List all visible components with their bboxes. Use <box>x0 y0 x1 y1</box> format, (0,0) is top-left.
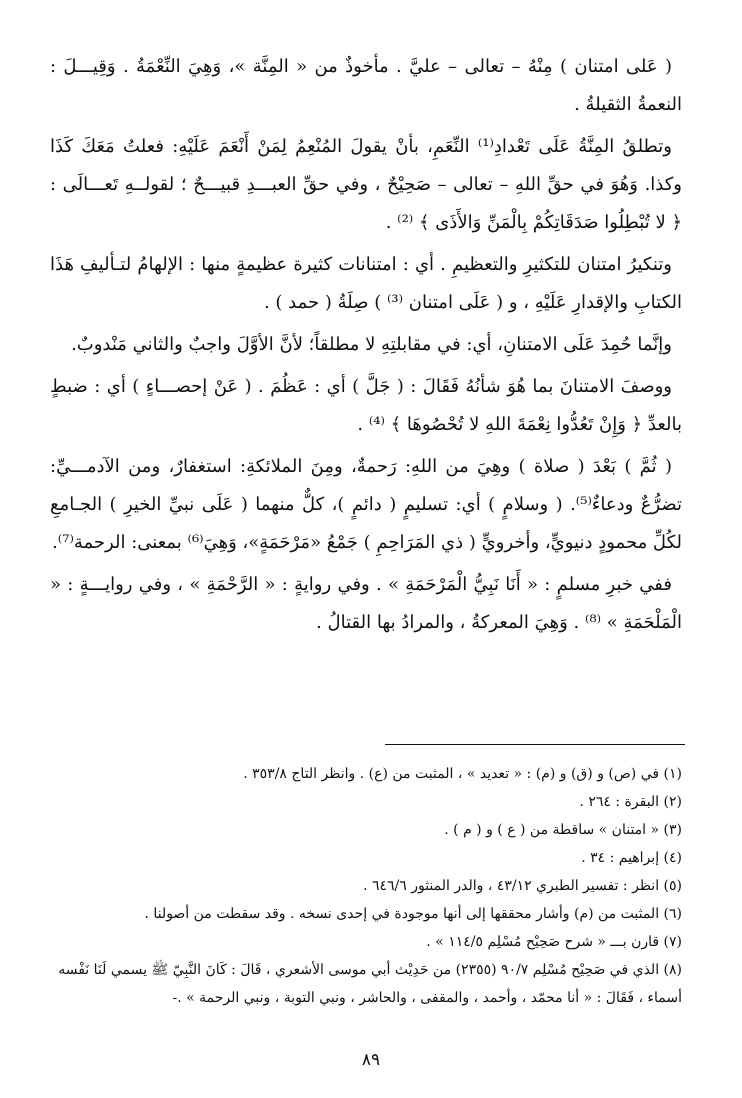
paragraph-1: ( عَلى امتنان ) مِنْهُ – تعالى – عليَّ . مأخوذٌ من « المِنَّة »، وَهِيَ النِّعْمَةُ . وَقِيـــلَ : النعمةُ الثقيلةُ . <box>50 56 682 115</box>
footnote-6: (٦) المثبت من (م) وأشار محققها إلى أنها موجودة في إحدى نسخه . وقد سقطت من أصولنا . <box>144 906 682 922</box>
footnotes <box>55 760 682 1012</box>
paragraph-6: ( ثُمَّ ) بَعْدَ ( صلاة ) وهِيَ من اللهِ: رَحمةٌ، ومِنَ الملائكةِ: استغفارٌ، ومن الآدمـــيِّ: تضرُّعٌ ودعاءٌ⁽⁵⁾. ( وسلامٍ ) أي: تسليمٍ ( دائمٍ )، كلٌّ منهما ( عَلَى نبيِّ الخيرِ ) الجـامعِ لكُلِّ محمودٍ دنيويٍّ، وأخرويٍّ ( ذي المَرَاحِمِ ) جَمْعُ «مَرْحَمَةٍ»، وَهِيَ⁽⁶⁾ بمعنى: الرحمة⁽⁷⁾. <box>50 456 682 553</box>
footnote-5: (٥) انظر : تفسير الطبري ٤٣/١٢ ، والدر المنثور ٦٤٦/٦ . <box>363 878 682 894</box>
footnote-1: (١) في (ص) و (ق) و (م) : « تعديد » ، المثبت من (ع) . وانظر التاج ٣٥٣/٨ . <box>243 766 682 782</box>
footnote-7: (٧) قارن بـــ « شرح صَحِيْح مُسْلِم ١١٤/٥ » . <box>426 934 682 950</box>
footnote-8: (٨) الذي في صَحِيْح مُسْلِم ٩٠/٧ (٢٣٥٥) من حَدِيْث أبي موسى الأشعري ، قَالَ : كَانَ النَّبِيّ ﷺ يسمي لَنَا نَفْسه أسماء ، فَقَالَ : « أنا محمّد ، وأحمد ، والمقفى ، والحاشر ، ونبي التوبة ، ونبي الرحمة » .- <box>58 962 682 1006</box>
main-text <box>50 48 682 646</box>
paragraph-2: وتطلقُ المِنَّةُ عَلَى تَعْدادِ⁽¹⁾ النِّعَمِ، بأنْ يقولَ المُنْعِمُ لِمَنْ أَنْعَمَ عَلَيْهِ: فعلتُ مَعَكَ كَذَا وكذا. وَهُوَ في حقِّ اللهِ – تعالى – صَحِيْحٌ ، وفي حقِّ العبـــدِ قبيـــحٌ ؛ لقولــهِ تَعـــالَى : ﴿ لا تُبْطِلُوا صَدَقَاتِكُمْ بِالْمَنِّ وَالأَذَى ﴾ ⁽²⁾ . <box>50 136 682 233</box>
footnote-4: (٤) إبراهيم : ٣٤ . <box>581 850 682 866</box>
footnote-divider <box>385 744 685 745</box>
paragraph-7: ففي خبرِ مسلمٍ : « أَنَا نَبِيُّ الْمَرْحَمَةِ » . وفي روايةٍ : « الرَّحْمَةِ » ، وفي روايـــةٍ : « الْمَلْحَمَةِ » ⁽⁸⁾ . وَهِيَ المعركةُ ، والمرادُ بها القتالُ . <box>50 574 682 633</box>
page-number: ٨٩ <box>361 1050 381 1070</box>
footnote-2: (٢) البقرة : ٢٦٤ . <box>579 794 682 810</box>
footnote-3: (٣) « امتنان » ساقطة من ( ع ) و ( م ) . <box>444 822 682 838</box>
paragraph-3: وتنكيرُ امتنان للتكثيرِ والتعظيمِ . أي : امتنانات كثيرة عظيمةٍ منها : الإلهامُ لتـأليفِ هَذَا الكتابِ والإقدارِ عَلَيْهِ ، و ( عَلَى امتنان ⁽³⁾ ) صِلَةُ ( حمد ) . <box>50 254 682 313</box>
paragraph-5: ووصفَ الامتنانَ بما هُوَ شأنُهُ فَقَالَ : ( جَلَّ ) أي : عَظُمَ . ( عَنْ إحصـــاءٍ ) أي : ضبطٍ بالعدِّ ﴿ وَإِنْ تَعُدُّوا نِعْمَةَ اللهِ لا تُحْصُوهَا ﴾ ⁽⁴⁾ . <box>50 376 682 435</box>
paragraph-4: وإنَّما حُمِدَ عَلَى الامتنانِ، أي: في مقابلتِهِ لا مطلقاً؛ لأنَّ الأوَّلَ واجبٌ والثاني مَنْدوبٌ. <box>71 334 672 355</box>
